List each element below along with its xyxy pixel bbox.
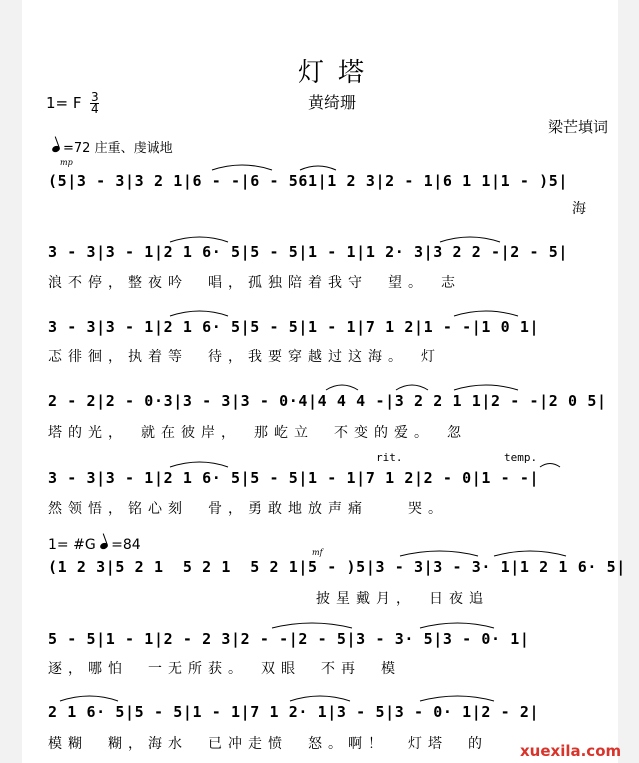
lyric-line-3: 忑徘徊，执着等 待，我要穿越过这海。 灯 [48, 349, 441, 365]
song-title: 灯塔 [298, 58, 379, 88]
tempo-expression: 庄重、虔诚地 [94, 141, 173, 156]
score-line-5: 3 - 3|3 - 1|2 1 6· 5|5 - 5|1 - 1|7 1 2|2 - 0|1 - -| [48, 469, 540, 487]
score-line-1: (5|3 - 3|3 2 1|6 - -|6 - 561|1 2 3|2 - 1|6 1 1|1 - )5| [48, 172, 569, 190]
dynamic-mp: mp [60, 158, 73, 167]
slur [170, 311, 228, 316]
slur [290, 696, 350, 701]
slur [170, 237, 228, 242]
slur [272, 623, 352, 628]
key-change-label: 1= #G [48, 537, 96, 553]
lyric-line-6: 披星戴月， 日夜追 [316, 591, 489, 607]
rit-mark: rit. [376, 451, 403, 464]
score-line-6: (1 2 3|5 2 1 5 2 1 5 2 1|5 - )5|3 - 3|3 - 3· 1|1 2 1 6· 5| [48, 558, 626, 576]
temp-mark: temp. [504, 451, 538, 464]
singer-name: 黄绮珊 [308, 93, 357, 112]
lyric-line-2: 浪不停，整夜吟 唱，孤独陪着我守 望。 志 [48, 275, 461, 291]
slur [454, 385, 518, 390]
score-line-8: 2 1 6· 5|5 - 5|1 - 1|7 1 2· 1|3 - 5|3 - 0· 1|2 - 2| [48, 703, 540, 721]
watermark: xuexila.com [520, 742, 622, 760]
slur [212, 165, 272, 170]
slur [396, 385, 428, 390]
slur [170, 462, 228, 467]
score-line-7: 5 - 5|1 - 1|2 - 2 3|2 - -|2 - 5|3 - 3· 5|3 - 0· 1| [48, 630, 530, 648]
slur [440, 237, 500, 242]
time-sig-bottom: 4 [90, 102, 99, 116]
lyric-line-5: 然领悟，铭心刻 骨，勇敢地放声痛 哭。 [48, 501, 448, 517]
lyric-line-4: 塔的光， 就在彼岸， 那屹立 不变的爱。 忽 [48, 425, 467, 441]
slur [420, 623, 494, 628]
tempo-bpm: =72 [63, 141, 91, 156]
dynamic-mf: mf [312, 548, 323, 557]
key-label: 1= F [46, 94, 82, 112]
slur [400, 551, 478, 556]
lyric-line-8: 模糊 糊，海水 已冲走愤 怒。啊！ 灯塔 的 [48, 736, 488, 752]
time-sig-top: 3 [90, 90, 99, 104]
slur [420, 696, 494, 701]
slur [326, 385, 358, 390]
lyric-line-1: 海 [572, 201, 592, 217]
slur [454, 311, 518, 316]
lyric-line-7: 逐，哪怕 一无所获。 双眼 不再 模 [48, 661, 401, 677]
slur [300, 166, 336, 170]
lyricist-credit: 梁芒填词 [548, 118, 609, 136]
slur [494, 551, 566, 556]
slur [540, 464, 560, 468]
slur [60, 696, 118, 701]
score-line-3: 3 - 3|3 - 1|2 1 6· 5|5 - 5|1 - 1|7 1 2|1 - -|1 0 1| [48, 318, 540, 336]
score-line-4: 2 - 2|2 - 0·3|3 - 3|3 - 0·4|4 4 4 -|3 2 2 1 1|2 - -|2 0 5| [48, 392, 607, 410]
score-line-2: 3 - 3|3 - 1|2 1 6· 5|5 - 5|1 - 1|1 2· 3|3 2 2 -|2 - 5| [48, 243, 569, 261]
key-change-bpm: =84 [111, 537, 141, 553]
